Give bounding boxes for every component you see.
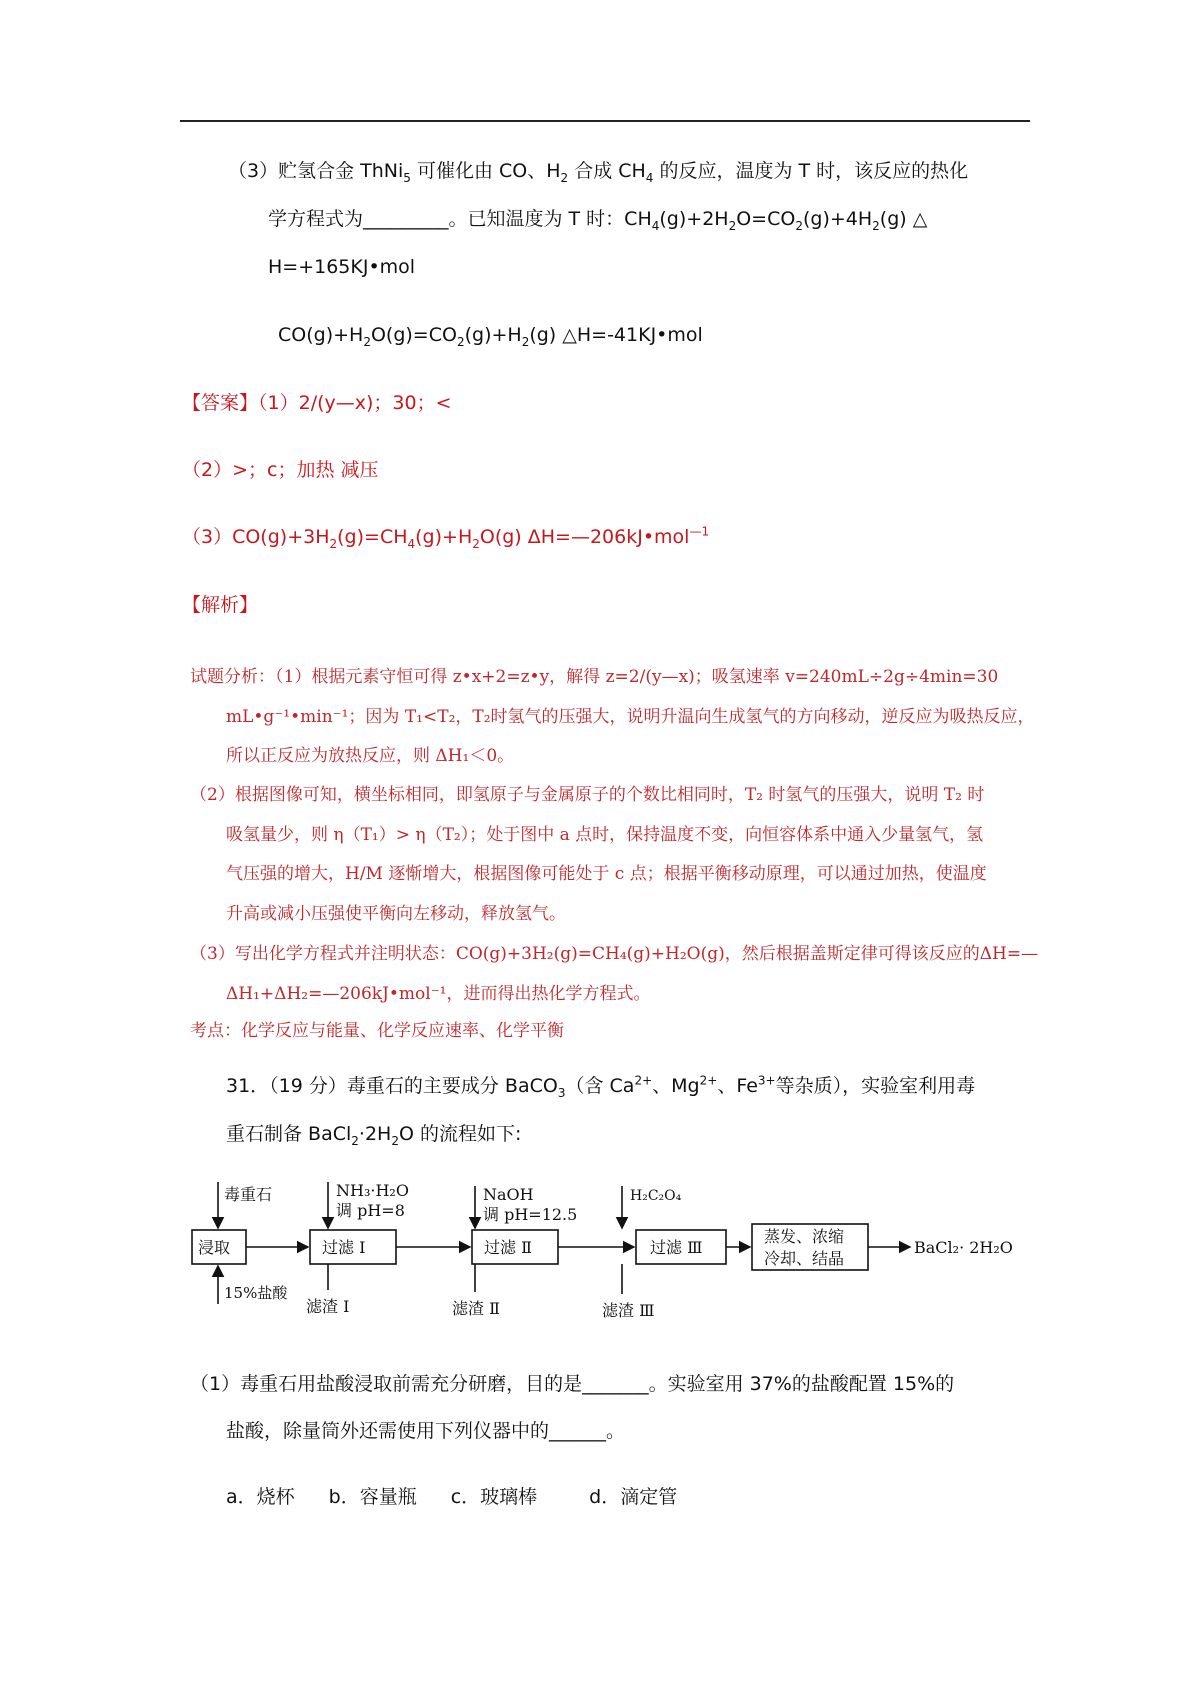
answer-line-1: 【答案】（1）2/(y—x)；30；< — [182, 392, 452, 414]
flow-reagent-2a: NaOH — [483, 1185, 534, 1204]
flow-reagent-1a: NH₃·H₂O — [336, 1181, 409, 1200]
option-c: c．玻璃棒 — [450, 1486, 538, 1508]
analysis-label: 【解析】 — [182, 594, 259, 616]
flow-reagent-3: H₂C₂O₄ — [630, 1188, 682, 1204]
flow-input-hcl: 15%盐酸 — [224, 1284, 288, 1302]
flow-box-filter-1-label: 过滤 I — [322, 1238, 366, 1257]
analysis-line-7: 升高或减小压强使平衡向左移动，释放氢气。 — [226, 904, 566, 924]
q3-line-3: H=+165KJ•mol — [268, 256, 416, 278]
q31-1-options — [226, 1484, 677, 1510]
q3-line-1: （3）贮氢合金 ThNi$_5$ 可催化由 CO、$H_2$ 合成 $CH_4$ 的反应，温度为 T 时，该反应的热化 — [228, 160, 969, 185]
process-flow-diagram — [190, 1178, 1030, 1338]
analysis-line-3: 所以正反应为放热反应，则 ΔH₁＜0。 — [226, 746, 515, 766]
answer-line-3: $(3)CO(g)+3H_2(g)=CH_4(g)+H_2O(g)$ ΔH=—206kJ•mol$^{—1}$ — [182, 524, 710, 551]
analysis-line-8: （3）写出化学方程式并注明状态：CO(g)+3H₂(g)=CH₄(g)+H₂O(g)，然后根据盖斯定律可得该反应的ΔH=— — [190, 944, 1039, 964]
flow-reagent-1b: 调 pH=8 — [336, 1201, 405, 1220]
flow-reagent-2b: 调 pH=12.5 — [483, 1205, 578, 1224]
q3-line-4: $CO(g)+H_2O(g)=CO_2(g)+H_2(g)$ △H=-41KJ•mol — [278, 324, 703, 349]
flow-input-ore: 毒重石 — [224, 1185, 273, 1204]
flow-residue-1: 滤渣 I — [306, 1297, 350, 1316]
analysis-line-2: mL•g⁻¹•min⁻¹；因为 T₁<T₂，T₂时氢气的压强大，说明升温向生成氢气的方向移动，逆反应为吸热反应， — [226, 707, 1035, 727]
analysis-line-1: 试题分析：（1）根据元素守恒可得 z•x+2=z•y，解得 z=2/(y—x)；吸氢速率 v=240mL÷2g÷4min=30 — [190, 667, 999, 687]
q31-1-line-1: （1）毒重石用盐酸浸取前需充分研磨，目的是_______。实验室用 37%的盐酸配置 15%的 — [190, 1373, 955, 1395]
option-d: d．滴定管 — [589, 1486, 678, 1508]
q31-line-2: 重石制备 $BaCl_2\cdot 2H_2O$ 的流程如下: — [226, 1123, 522, 1148]
analysis-line-10: 考点：化学反应与能量、化学反应速率、化学平衡 — [190, 1021, 564, 1041]
flow-box-filter-2-label: 过滤 Ⅱ — [484, 1238, 532, 1257]
flow-box-filter-3-label: 过滤 Ⅲ — [650, 1238, 703, 1257]
analysis-line-6: 气压强的增大，H/M 逐惭增大，根据图像可能处于 c 点；根据平衡移动原理，可以通过加热，使温度 — [226, 864, 987, 884]
option-b: b．容量瓶 — [328, 1486, 417, 1508]
flow-product: BaCl₂· 2H₂O — [914, 1238, 1013, 1257]
answer-label: 【答案】 — [182, 392, 259, 414]
flow-residue-2: 滤渣 Ⅱ — [452, 1299, 500, 1318]
flow-box-evaporate-label-2: 冷却、结晶 — [764, 1249, 845, 1268]
q31-line-1: 31．（19 分）毒重石的主要成分 BaCO$_3$（含 $Ca^{2+}$、$Mg^{2+}$、$Fe^{3+}$等杂质），实验室利用毒 — [226, 1073, 976, 1100]
option-a: a．烧杯 — [226, 1486, 295, 1508]
flow-residue-3: 滤渣 Ⅲ — [602, 1301, 655, 1320]
flow-box-evaporate-label-1: 蒸发、浓缩 — [764, 1227, 845, 1246]
analysis-line-9: ΔH₁+ΔH₂=—206kJ•mol⁻¹，进而得出热化学方程式。 — [226, 984, 651, 1004]
q3-line-2: 学方程式为_________。已知温度为 T 时：$CH_4(g)+2H_2O=CO_2(g)+4H_2(g)$ △ — [268, 208, 928, 233]
answer-line-2: （2）>；c；加热 减压 — [182, 459, 379, 481]
header-rule — [180, 120, 1030, 122]
flow-box-leach-label: 浸取 — [198, 1238, 231, 1257]
analysis-line-4: （2）根据图像可知，横坐标相同，即氢原子与金属原子的个数比相同时，T₂ 时氢气的压强大，说明 T₂ 时 — [190, 785, 985, 805]
q31-1-line-2: 盐酸，除量筒外还需使用下列仪器中的______。 — [226, 1420, 626, 1442]
analysis-line-5: 吸氢量少，则 η（T₁）> η（T₂）；处于图中 a 点时，保持温度不变，向恒容体系中通入少量氢气，氢 — [226, 825, 984, 845]
